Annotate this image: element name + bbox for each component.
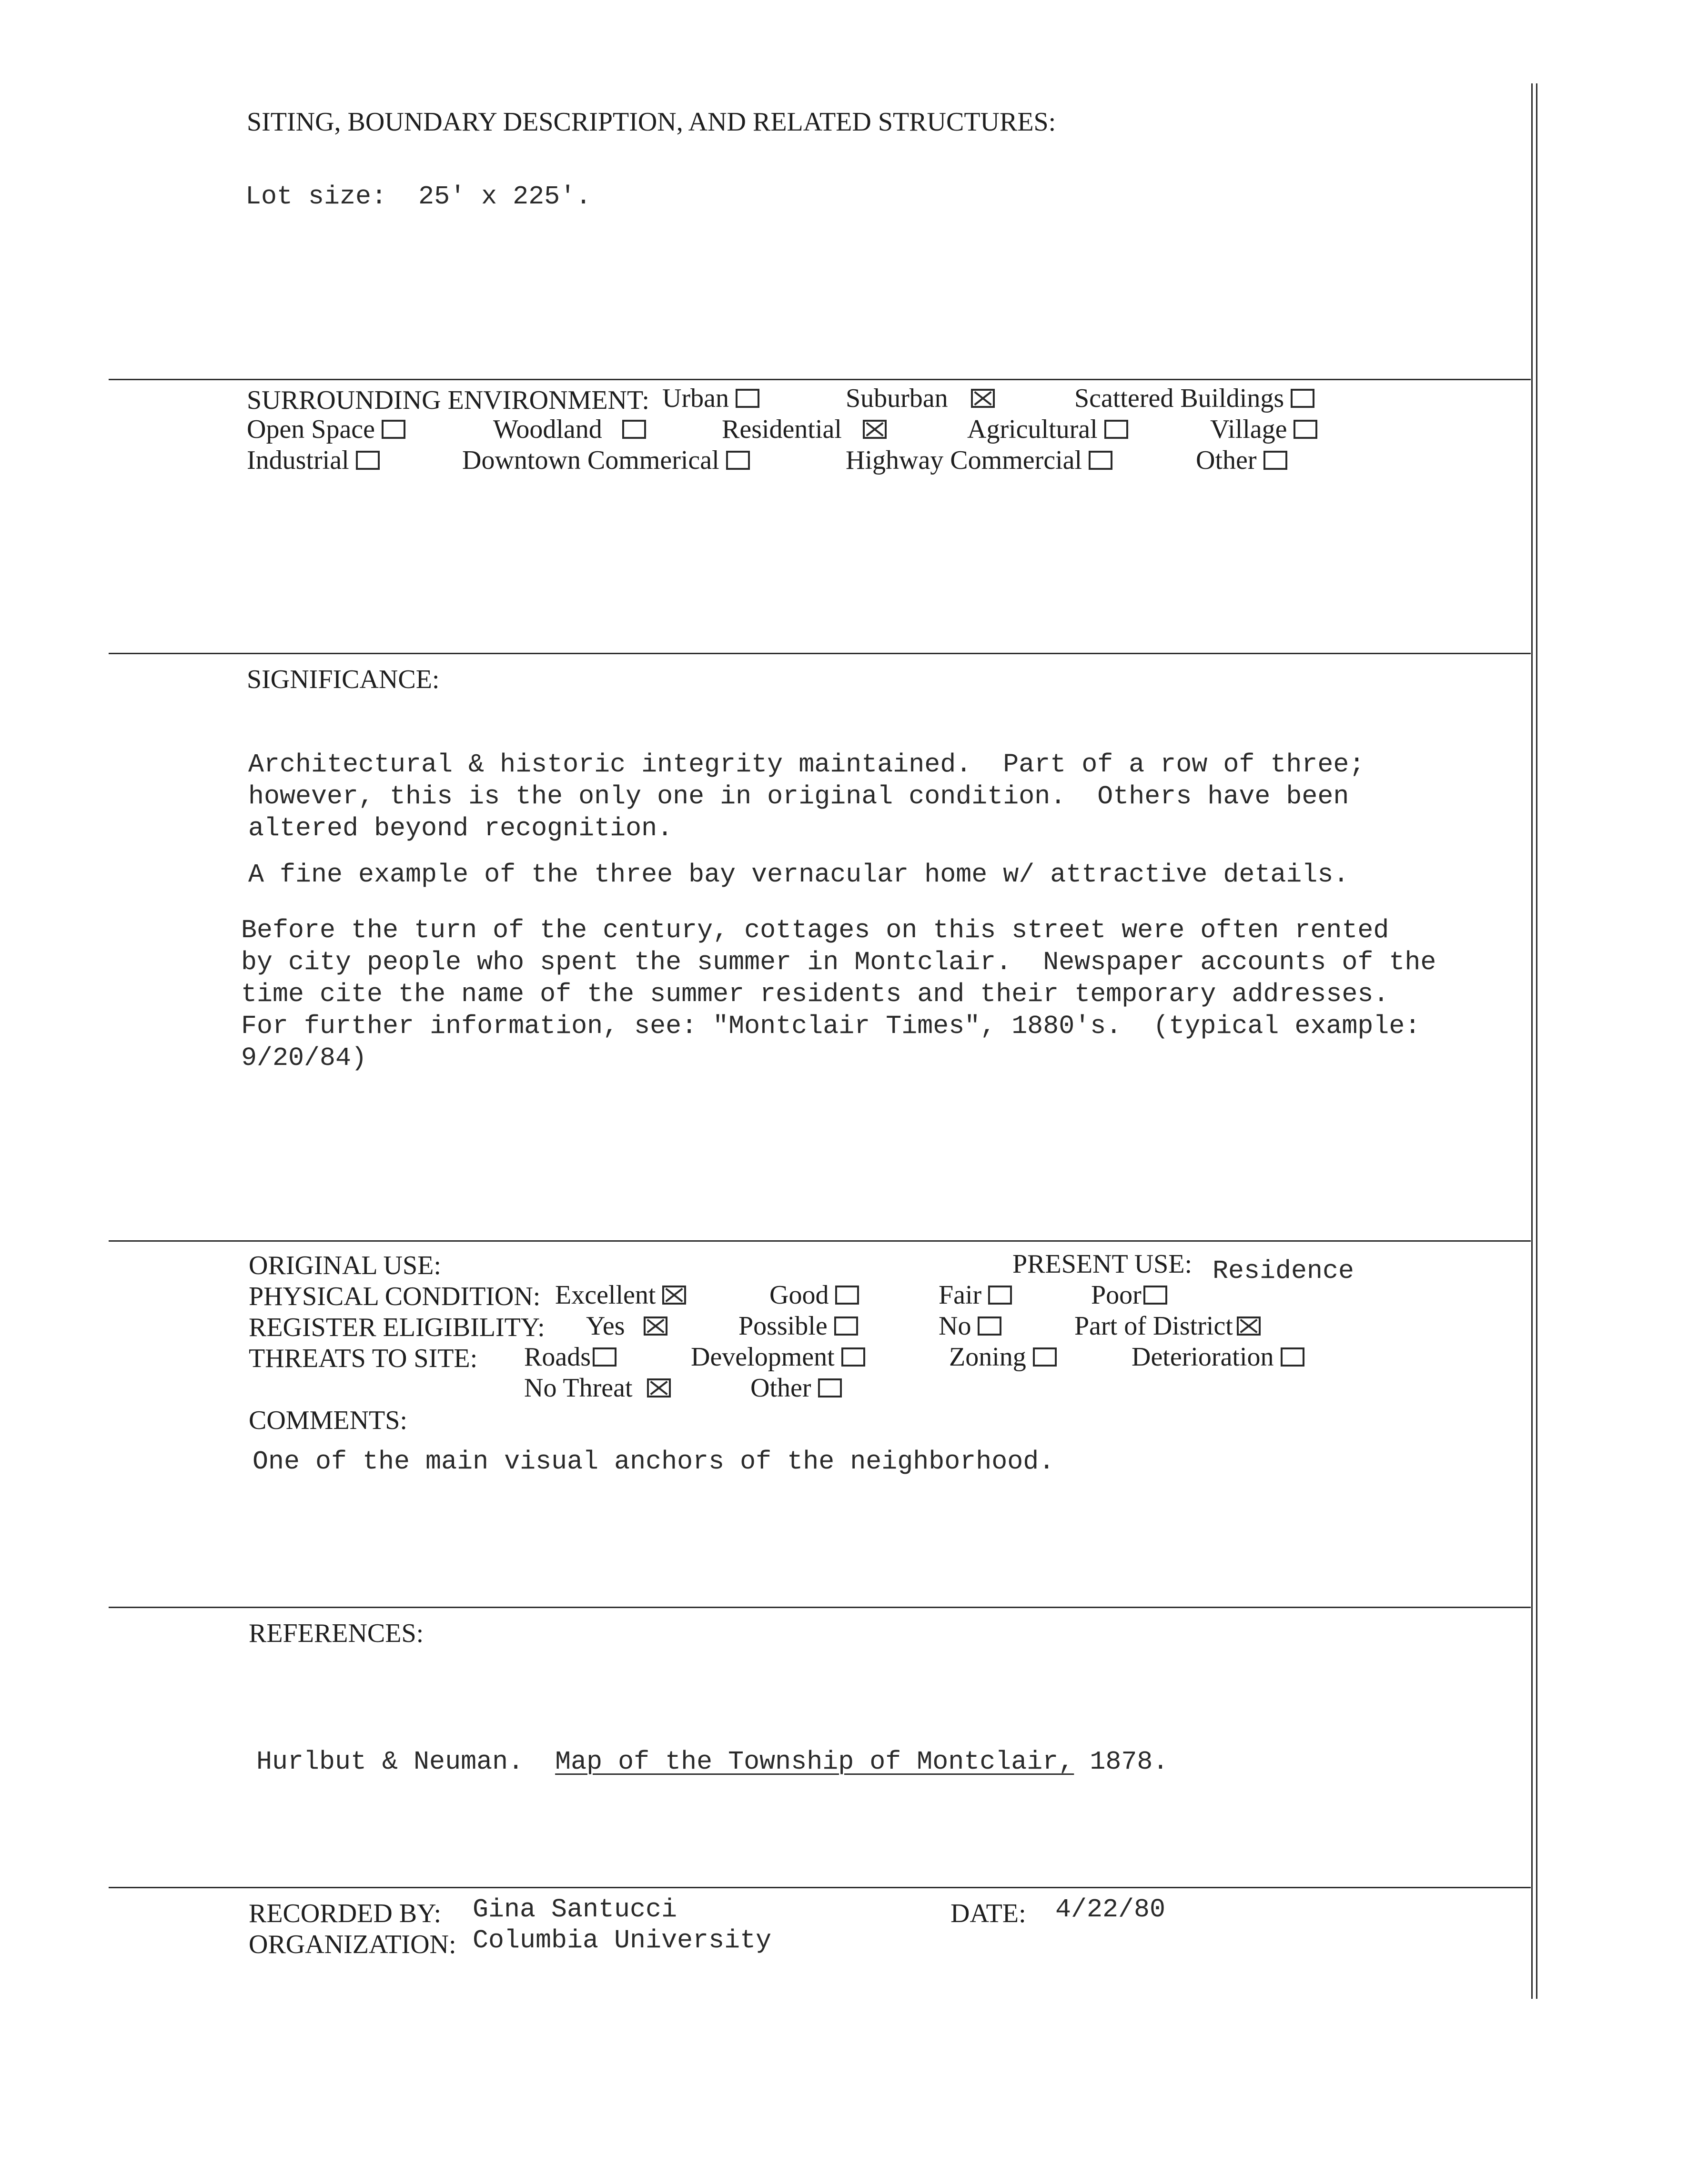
good-checkbox[interactable] [835, 1286, 859, 1305]
date-value: 4/22/80 [1055, 1894, 1166, 1924]
village-checkbox[interactable] [1294, 420, 1317, 439]
threat-other[interactable]: Other [750, 1375, 842, 1401]
environment-heading: SURROUNDING ENVIRONMENT: [247, 385, 649, 415]
threat-deterioration[interactable]: Deterioration [1132, 1344, 1304, 1370]
threat-zoning[interactable]: Zoning [949, 1344, 1057, 1370]
significance-line: however, this is the only one in original condition. Others have been [248, 781, 1349, 811]
organization-label: ORGANIZATION: [249, 1930, 456, 1959]
original-use-label: ORIGINAL USE: [249, 1251, 441, 1280]
threats-label: THREATS TO SITE: [249, 1344, 478, 1373]
deterioration-checkbox[interactable] [1281, 1347, 1304, 1367]
recorded-by-label: RECORDED BY: [249, 1899, 442, 1928]
option-suburban[interactable]: Suburban [846, 385, 995, 412]
possible-checkbox[interactable] [834, 1316, 858, 1336]
present-use-value: Residence [1213, 1256, 1354, 1286]
lot-size: Lot size: 25' x 225'. [245, 182, 592, 212]
industrial-checkbox[interactable] [356, 451, 380, 470]
urban-checkbox[interactable] [736, 389, 759, 408]
register-part-of-district[interactable]: Part of District [1074, 1313, 1261, 1339]
significance-line: Before the turn of the century, cottages on this street were often rented [241, 915, 1389, 945]
option-open-space[interactable]: Open Space [247, 416, 405, 443]
section-divider [109, 1240, 1531, 1242]
option-woodland[interactable]: Woodland [493, 416, 646, 443]
option-highway-commercial[interactable]: Highway Commercial [846, 447, 1112, 474]
date-label: DATE: [950, 1899, 1026, 1928]
significance-heading: SIGNIFICANCE: [247, 665, 440, 694]
threat-other-checkbox[interactable] [818, 1378, 842, 1397]
option-scattered-buildings[interactable]: Scattered Buildings [1074, 385, 1314, 412]
condition-good[interactable]: Good [769, 1282, 859, 1308]
siting-heading: SITING, BOUNDARY DESCRIPTION, AND RELATED STRUCTURES: [247, 107, 1056, 137]
significance-line: A fine example of the three bay vernacular home w/ attractive details. [248, 860, 1349, 890]
condition-excellent[interactable]: Excellent [555, 1282, 686, 1308]
condition-poor[interactable]: Poor [1091, 1282, 1167, 1308]
fair-checkbox[interactable] [988, 1286, 1012, 1305]
open-space-checkbox[interactable] [382, 420, 405, 439]
threat-roads[interactable]: Roads [524, 1344, 616, 1370]
other-checkbox[interactable] [1263, 451, 1287, 470]
register-possible[interactable]: Possible [738, 1313, 858, 1339]
zoning-checkbox[interactable] [1033, 1347, 1057, 1367]
part-of-district-checkbox[interactable] [1237, 1316, 1261, 1336]
recorded-by-value: Gina Santucci [473, 1894, 677, 1924]
right-border-line [1531, 83, 1533, 1999]
right-border-line [1536, 83, 1537, 1999]
register-eligibility-label: REGISTER ELIGIBILITY: [249, 1313, 545, 1342]
comments-text: One of the main visual anchors of the neighborhood. [253, 1447, 1055, 1477]
condition-fair[interactable]: Fair [939, 1282, 1012, 1308]
register-yes[interactable]: Yes [586, 1313, 667, 1339]
development-checkbox[interactable] [841, 1347, 865, 1367]
scattered-buildings-checkbox[interactable] [1291, 389, 1314, 408]
excellent-checkbox[interactable] [662, 1286, 686, 1305]
agricultural-checkbox[interactable] [1104, 420, 1128, 439]
highway-commercial-checkbox[interactable] [1089, 451, 1112, 470]
poor-checkbox[interactable] [1143, 1286, 1167, 1305]
section-divider [109, 379, 1531, 380]
option-residential[interactable]: Residential [722, 416, 887, 443]
present-use-label: PRESENT USE: [1012, 1249, 1193, 1279]
roads-checkbox[interactable] [593, 1347, 616, 1367]
option-agricultural[interactable]: Agricultural [967, 416, 1128, 443]
significance-line: time cite the name of the summer residents and their temporary addresses. [241, 979, 1389, 1009]
physical-condition-label: PHYSICAL CONDITION: [249, 1282, 541, 1311]
no-checkbox[interactable] [978, 1316, 1001, 1336]
references-label: REFERENCES: [249, 1619, 424, 1648]
option-urban[interactable]: Urban [662, 385, 759, 412]
reference-author: Hurlbut & Neuman. [256, 1747, 524, 1777]
register-no[interactable]: No [939, 1313, 1001, 1339]
woodland-checkbox[interactable] [622, 420, 646, 439]
option-downtown-commercial[interactable]: Downtown Commerical [462, 447, 750, 474]
threat-development[interactable]: Development [691, 1344, 865, 1370]
significance-line: Architectural & historic integrity maintained. Part of a row of three; [248, 749, 1365, 780]
reference-title: Map of the Township of Montclair, [555, 1747, 1074, 1777]
significance-line: altered beyond recognition. [248, 813, 673, 843]
reference-entry [256, 1749, 1168, 1775]
reference-year: 1878. [1090, 1747, 1169, 1777]
section-divider [109, 1607, 1531, 1608]
section-divider [109, 1887, 1531, 1888]
yes-checkbox[interactable] [644, 1316, 667, 1336]
significance-line: For further information, see: "Montclair Times", 1880's. (typical example: [241, 1011, 1421, 1041]
organization-value: Columbia University [473, 1925, 772, 1955]
no-threat-checkbox[interactable] [647, 1378, 671, 1397]
threat-no-threat[interactable]: No Threat [524, 1375, 671, 1401]
suburban-checkbox[interactable] [971, 389, 995, 408]
comments-label: COMMENTS: [249, 1406, 407, 1435]
option-village[interactable]: Village [1210, 416, 1317, 443]
option-other[interactable]: Other [1196, 447, 1287, 474]
section-divider [109, 653, 1531, 654]
significance-line: by city people who spent the summer in Montclair. Newspaper accounts of the [241, 947, 1436, 977]
downtown-commercial-checkbox[interactable] [726, 451, 750, 470]
significance-line: 9/20/84) [241, 1043, 367, 1073]
option-industrial[interactable]: Industrial [247, 447, 380, 474]
residential-checkbox[interactable] [863, 420, 887, 439]
